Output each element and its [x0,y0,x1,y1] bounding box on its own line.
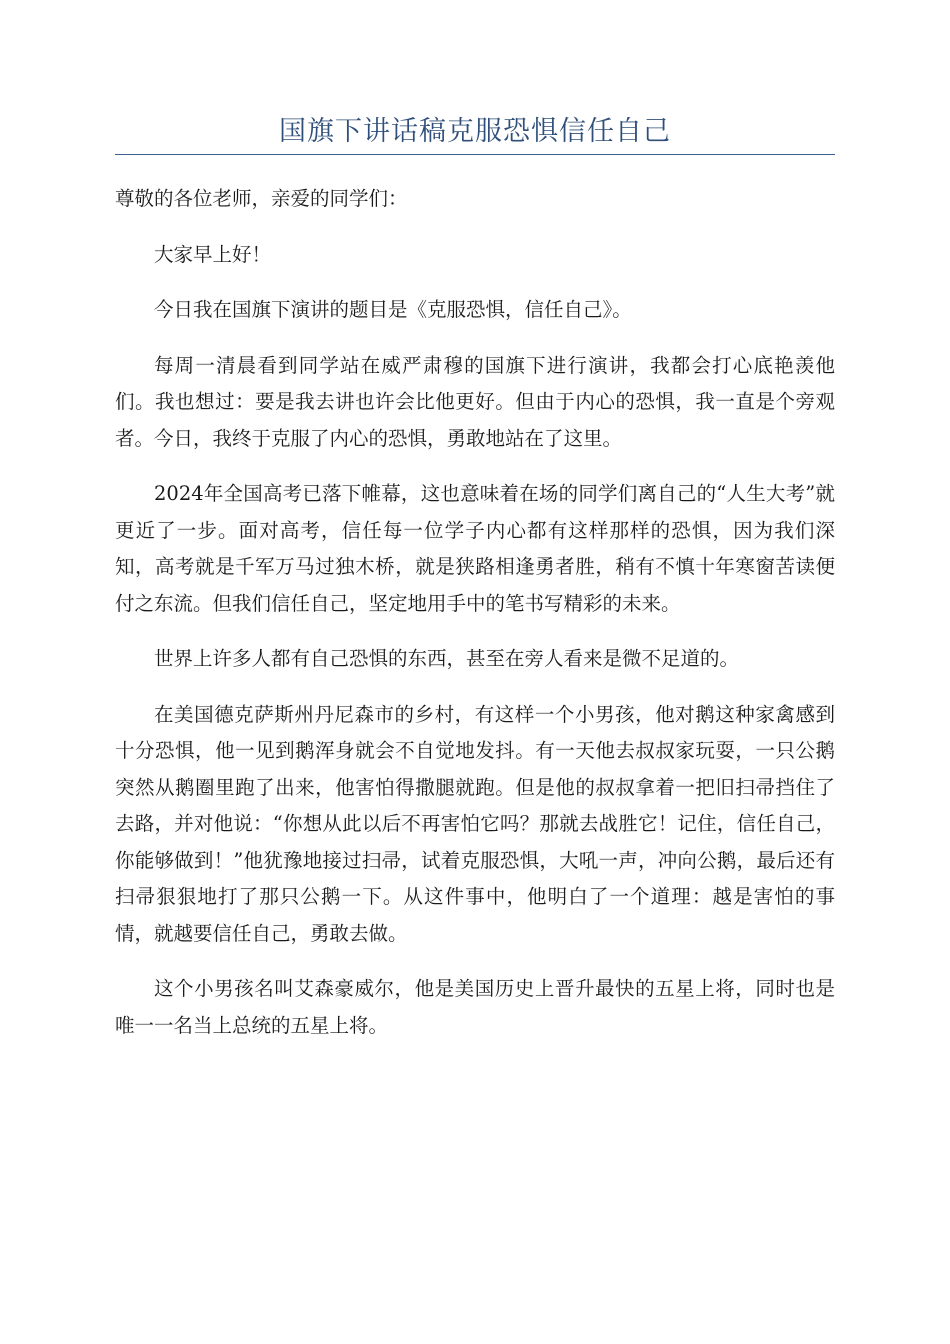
paragraph-intro: 每周一清晨看到同学站在威严肃穆的国旗下进行演讲，我都会打心底艳羡他们。我也想过：要是我去讲也许会比他更好。但由于内心的恐惧，我一直是个旁观者。今日，我终于克服了内心的恐惧，勇敢地站在了这里。 [115,353,835,450]
paragraph-greeting: 大家早上好！ [154,242,272,266]
paragraph-fears: 世界上许多人都有自己恐惧的东西，甚至在旁人看来是微不足道的。 [154,647,740,670]
title-underline [115,154,835,155]
document-title: 国旗下讲话稿克服恐惧信任自己 [279,116,671,147]
paragraph-eisenhower: 这个小男孩名叫艾森豪威尔，他是美国历史上晋升最快的五星上将，同时也是唯一一名当上总统的五星上将。 [115,977,835,1037]
salutation: 尊敬的各位老师，亲爱的同学们： [115,187,408,210]
paragraph-story: 在美国德克萨斯州丹尼森市的乡村，有这样一个小男孩，他对鹅这种家禽感到十分恐惧，他一见到鹅浑身就会不自觉地发抖。有一天他去叔叔家玩耍，一只公鹅突然从鹅圈里跑了出来，他害怕得撒腿就跑。但是他的叔叔拿着一把旧扫帚挡住了去路，并对他说：“你想从此以后不再害怕它吗？那就去战胜它！记住，信任自己，你能够做到！”他犹豫地接过扫帚，试着克服恐惧，大吼一声，冲向公鹅，最后还有扫帚狠狠地打了那只公鹅一下。从这件事中，他明白了一个道理：越是害怕的事情，就越要信任自己，勇敢去做。 [115,702,835,945]
document-page [115,110,835,1063]
paragraph-topic: 今日我在国旗下演讲的题目是《克服恐惧，信任自己》。 [154,298,632,321]
paragraph-exam: 2024年全国高考已落下帷幕，这也意味着在场的同学们离自己的“人生大考”就更近了一步。面对高考，信任每一位学子内心都有这样那样的恐惧，因为我们深知，高考就是千军万马过独木桥，就是狭路相逢勇者胜，稍有不慎十年寒窗苦读便付之东流。但我们信任自己，坚定地用手中的笔书写精彩的未来。 [115,482,835,615]
